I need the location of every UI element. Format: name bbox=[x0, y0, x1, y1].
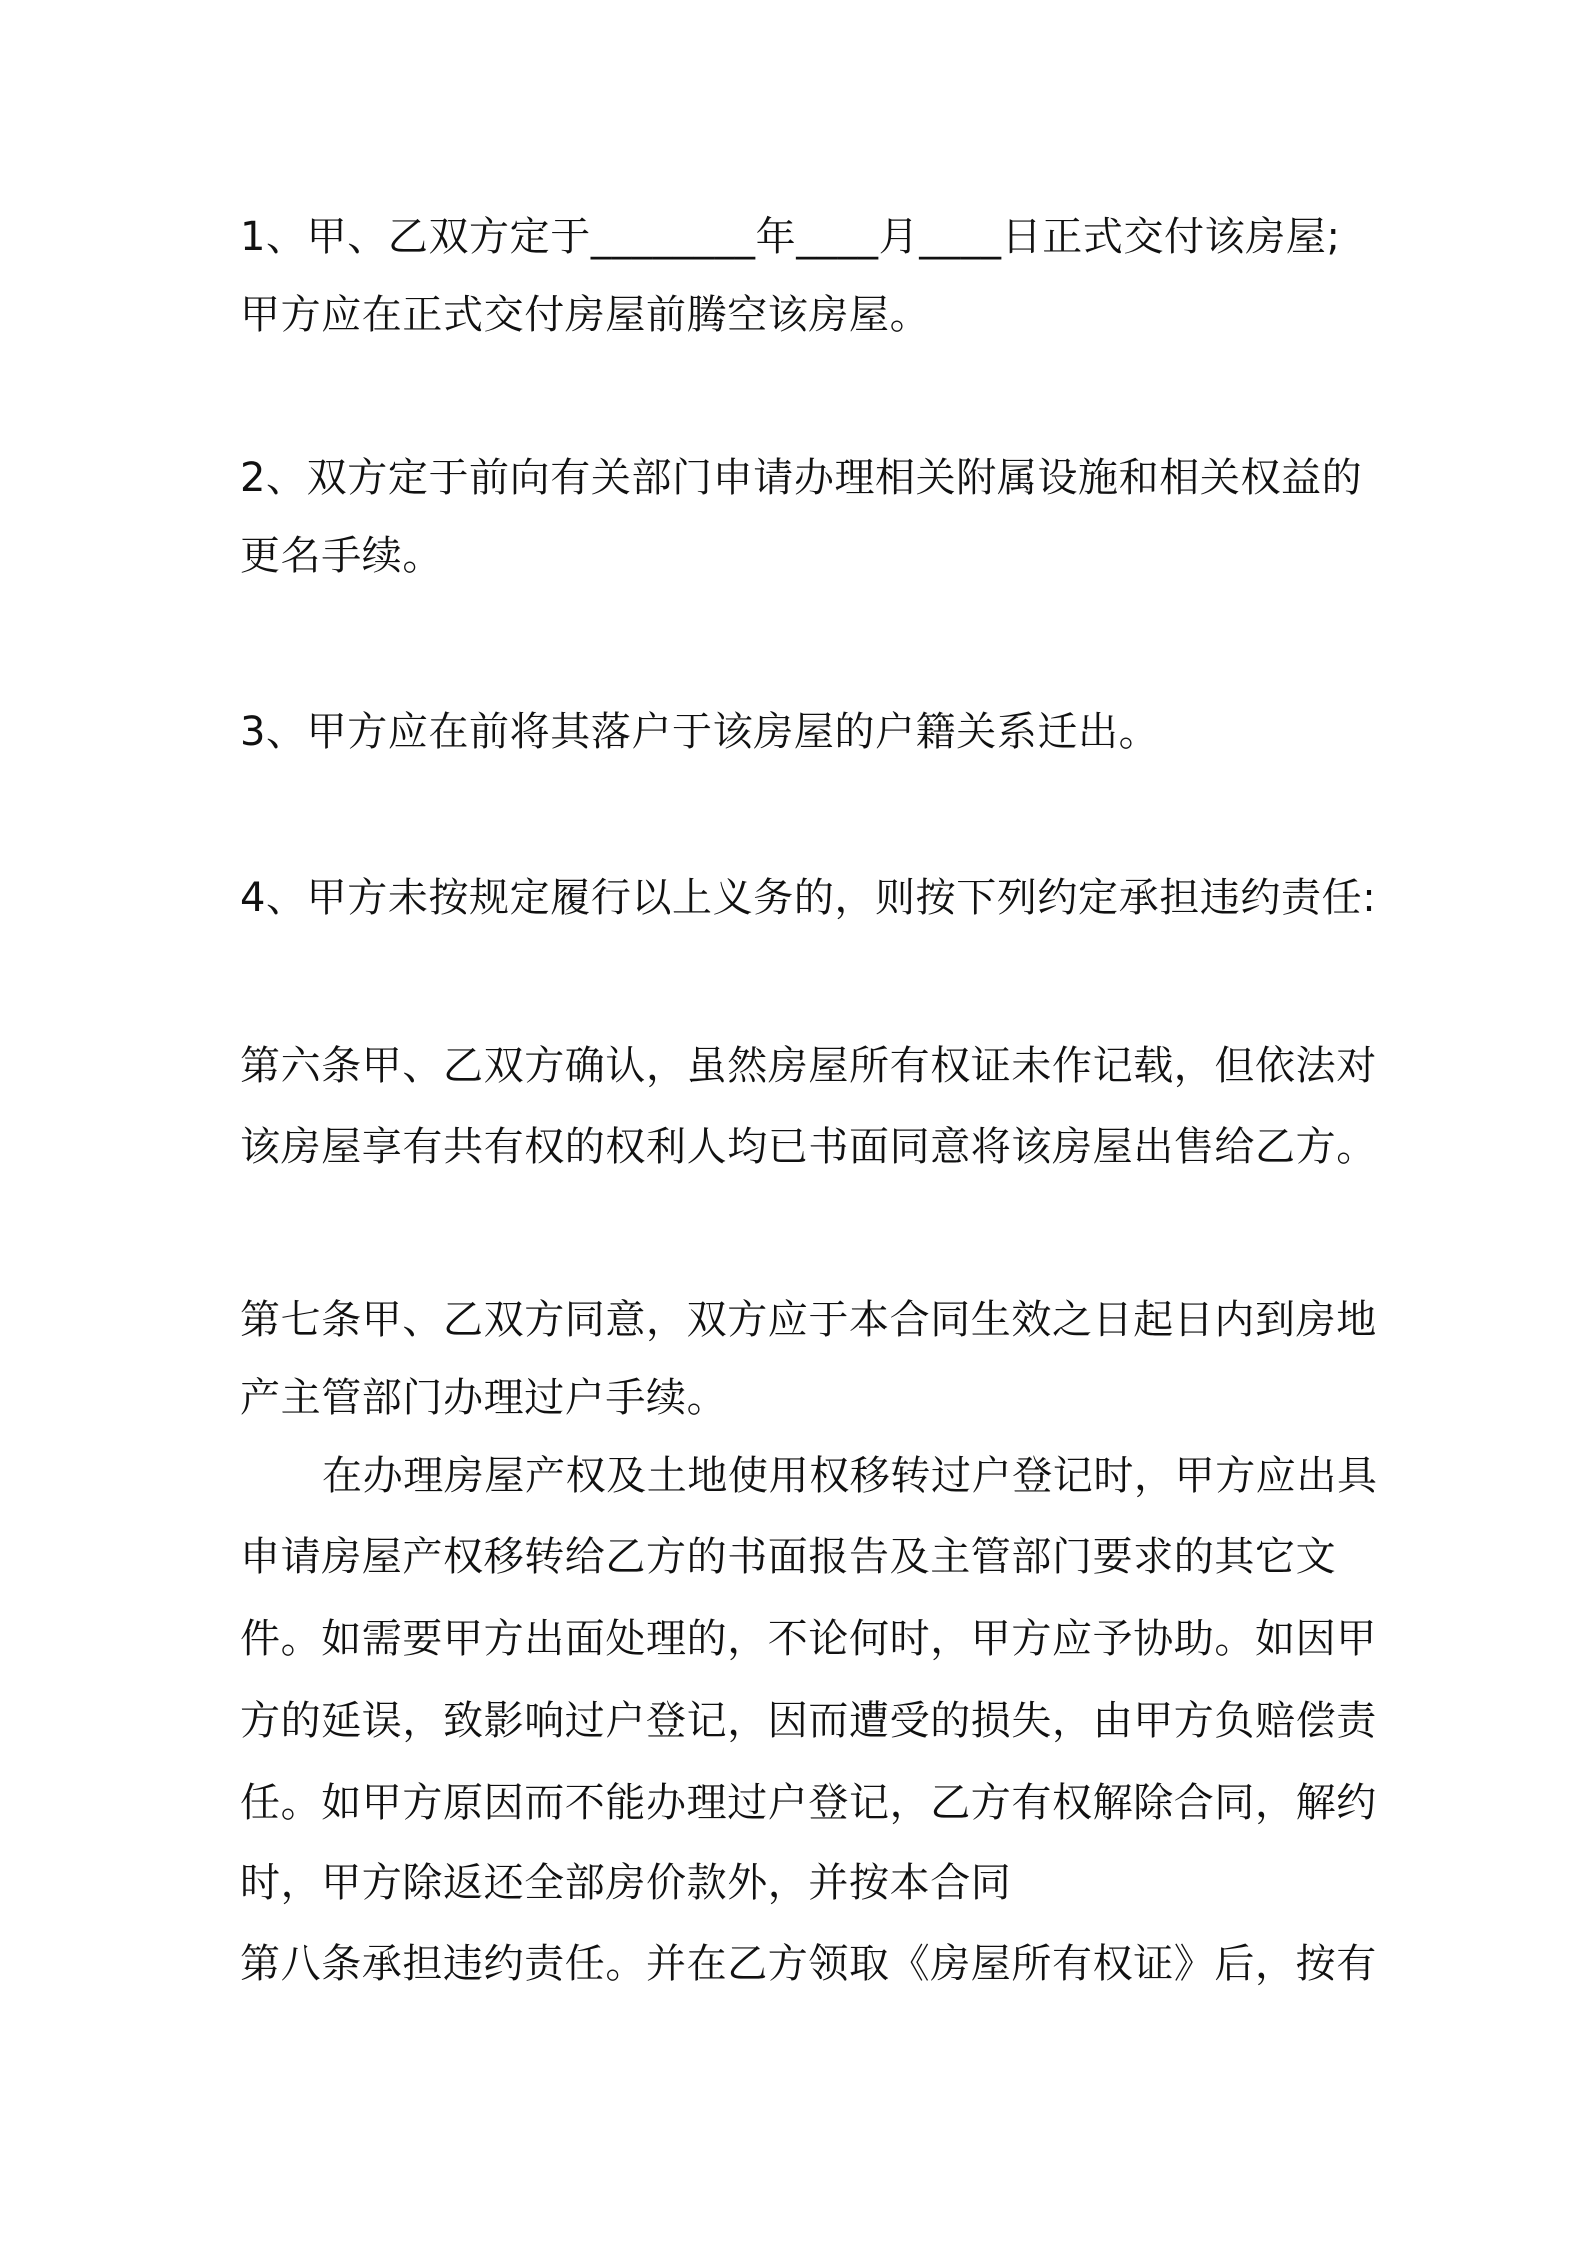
text-line: 3、甲方应在前将其落户于该房屋的户籍关系迁出。 bbox=[240, 709, 1160, 755]
text-line: 第八条承担违约责任。并在乙方领取《房屋所有权证》后，按有 bbox=[240, 1941, 1377, 1987]
text-line: 时，甲方除返还全部房价款外，并按本合同 bbox=[240, 1860, 1012, 1906]
text-line: 申请房屋产权移转给乙方的书面报告及主管部门要求的其它文 bbox=[240, 1534, 1337, 1580]
text-line: 方的延误，致影响过户登记，因而遭受的损失，由甲方负赔偿责 bbox=[240, 1698, 1377, 1744]
text-line: 产主管部门办理过户手续。 bbox=[240, 1375, 728, 1421]
text-line: 任。如甲方原因而不能办理过户登记，乙方有权解除合同，解约 bbox=[240, 1780, 1377, 1826]
text-line: 第六条甲、乙双方确认，虽然房屋所有权证未作记载，但依法对 bbox=[240, 1043, 1377, 1089]
text-line: 第七条甲、乙双方同意，双方应于本合同生效之日起日内到房地 bbox=[240, 1297, 1377, 1343]
text-line: 在办理房屋产权及土地使用权移转过户登记时，甲方应出具 bbox=[322, 1453, 1378, 1499]
text-line: 2、双方定于前向有关部门申请办理相关附属设施和相关权益的 bbox=[240, 455, 1363, 501]
text-line: 甲方应在正式交付房屋前腾空该房屋。 bbox=[240, 292, 931, 338]
text-line: 该房屋享有共有权的权利人均已书面同意将该房屋出售给乙方。 bbox=[240, 1124, 1377, 1170]
text-line: 件。如需要甲方出面处理的，不论何时，甲方应予协助。如因甲 bbox=[240, 1616, 1377, 1662]
text-line: 4、甲方未按规定履行以上义务的，则按下列约定承担违约责任: bbox=[240, 875, 1377, 921]
text-line: 1、甲、乙双方定于________年____月____日正式交付该房屋; bbox=[240, 214, 1341, 260]
text-line: 更名手续。 bbox=[240, 533, 443, 579]
